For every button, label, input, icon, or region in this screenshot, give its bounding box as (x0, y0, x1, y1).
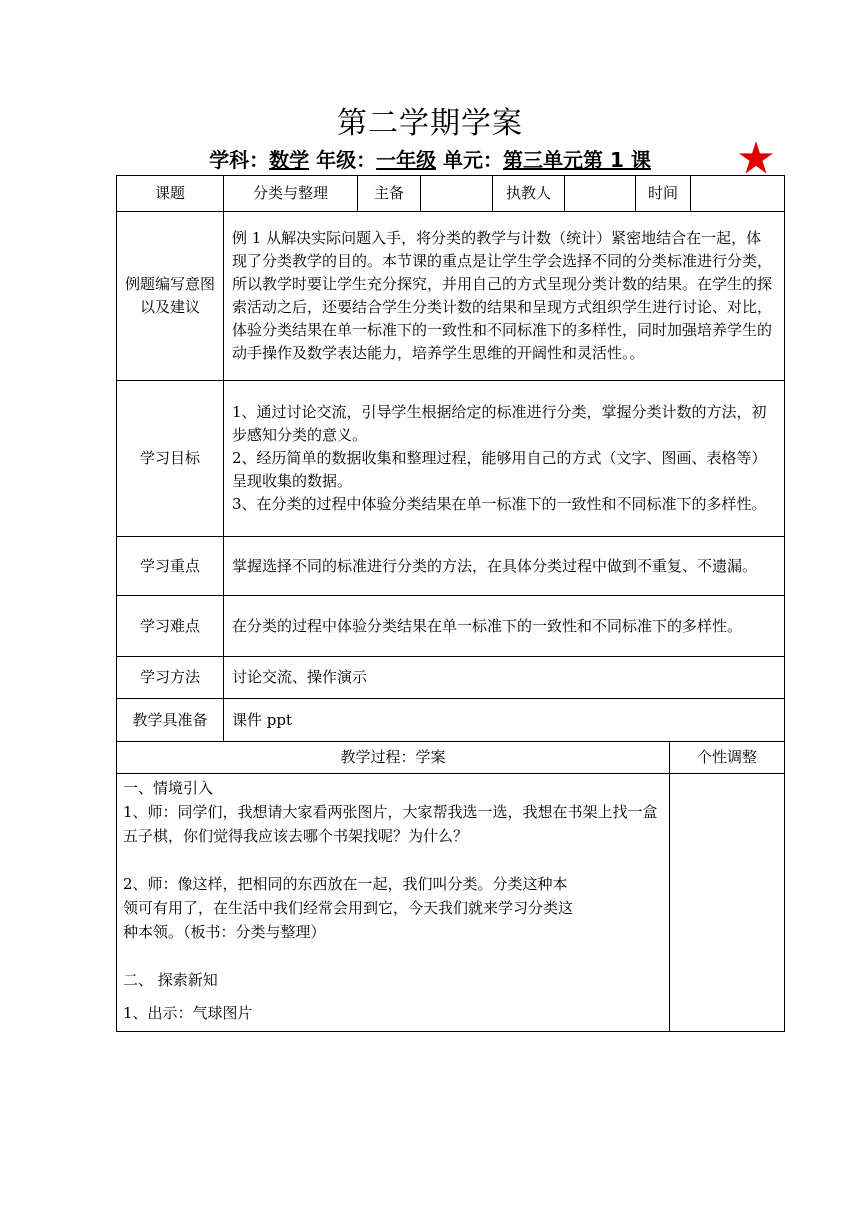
table-row (117, 212, 785, 381)
row-content: 例 1 从解决实际问题入手，将分类的教学与计数（统计）紧密地结合在一起，体现了分类教学的目的。本节课的重点是让学生学会选择不同的分类标准进行分类，所以教学时要让学生充分探究，并用自己的方式呈现分类计数的结果。在学生的探索活动之后，还要结合学生分类计数的结果和呈现方式组织学生进行讨论、对比，体验分类结果在单一标准下的一致性和不同标准下的多样性，同时加强培养学生的动手操作及数学表达能力，培养学生思维的开阔性和灵活性。。 (224, 212, 785, 381)
grade-value: 一年级 (376, 148, 437, 172)
list-item: 3、在分类的过程中体验分类结果在单一标准下的一致性和不同标准下的多样性。 (232, 495, 767, 513)
row-label-line: 以及建议 (139, 298, 200, 316)
paragraph: 1、出示：气球图片 (123, 1004, 253, 1022)
teacher-label: 执教人 (493, 176, 565, 212)
subject-value: 数学 (269, 148, 310, 172)
row-content: 掌握选择不同的标准进行分类的方法，在具体分类过程中做到不重复、不遗漏。 (224, 537, 785, 596)
table-row (117, 596, 785, 657)
course-info (0, 146, 860, 174)
section-heading: 一、情境引入 (123, 779, 214, 797)
page-title: 第二学期学案 (337, 106, 523, 141)
unit-label: 单元： (443, 148, 504, 172)
topic-label: 课题 (117, 176, 224, 212)
process-header: 教学过程：学案 (117, 742, 670, 774)
paragraph: 1、师：同学们，我想请大家看两张图片，大家帮我选一选，我想在书架上找一盒五子棋，你们觉得我应该去哪个书架找呢？为什么？ (123, 803, 658, 845)
process-content (117, 774, 670, 1032)
list-item: 2、经历简单的数据收集和整理过程，能够用自己的方式（文字、图画、表格等）呈现收集的数据。 (232, 449, 767, 490)
star-icon (738, 140, 774, 176)
lead-value (421, 176, 493, 212)
row-label-line: 例题编写意图 (124, 275, 215, 293)
plan-table (116, 211, 785, 742)
section-heading: 二、 探索新知 (123, 971, 218, 989)
list-item: 1、通过讨论交流，引导学生根据给定的标准进行分类，掌握分类计数的方法，初步感知分类的意义。 (232, 403, 767, 444)
row-label: 教学具准备 (117, 699, 224, 742)
process-table (116, 741, 785, 1032)
row-content: 课件 ppt (224, 699, 785, 742)
meta-table (116, 175, 785, 212)
subject-label: 学科： (209, 148, 270, 172)
teacher-value (565, 176, 636, 212)
topic-value: 分类与整理 (224, 176, 358, 212)
row-content (224, 381, 785, 537)
grade-label: 年级： (316, 148, 377, 172)
adjust-content (670, 774, 785, 1032)
unit-value: 第三单元第 1 课 (503, 148, 651, 172)
time-label: 时间 (636, 176, 691, 212)
row-label: 学习重点 (117, 537, 224, 596)
row-label (117, 212, 224, 381)
lead-label: 主备 (358, 176, 421, 212)
row-content: 讨论交流、操作演示 (224, 657, 785, 699)
paragraph: 2、师：像这样，把相同的东西放在一起，我们叫分类。分类这种本 领可有用了，在生活中我们经常会用到它，今天我们就来学习分类这 种本领。（板书：分类与整理） (123, 875, 574, 941)
adjust-header: 个性调整 (670, 742, 785, 774)
row-label: 学习目标 (117, 381, 224, 537)
table-row (117, 699, 785, 742)
table-row (117, 537, 785, 596)
table-row (117, 381, 785, 537)
row-label: 学习方法 (117, 657, 224, 699)
time-value (691, 176, 785, 212)
table-row (117, 657, 785, 699)
row-content: 在分类的过程中体验分类结果在单一标准下的一致性和不同标准下的多样性。 (224, 596, 785, 657)
row-label: 学习难点 (117, 596, 224, 657)
